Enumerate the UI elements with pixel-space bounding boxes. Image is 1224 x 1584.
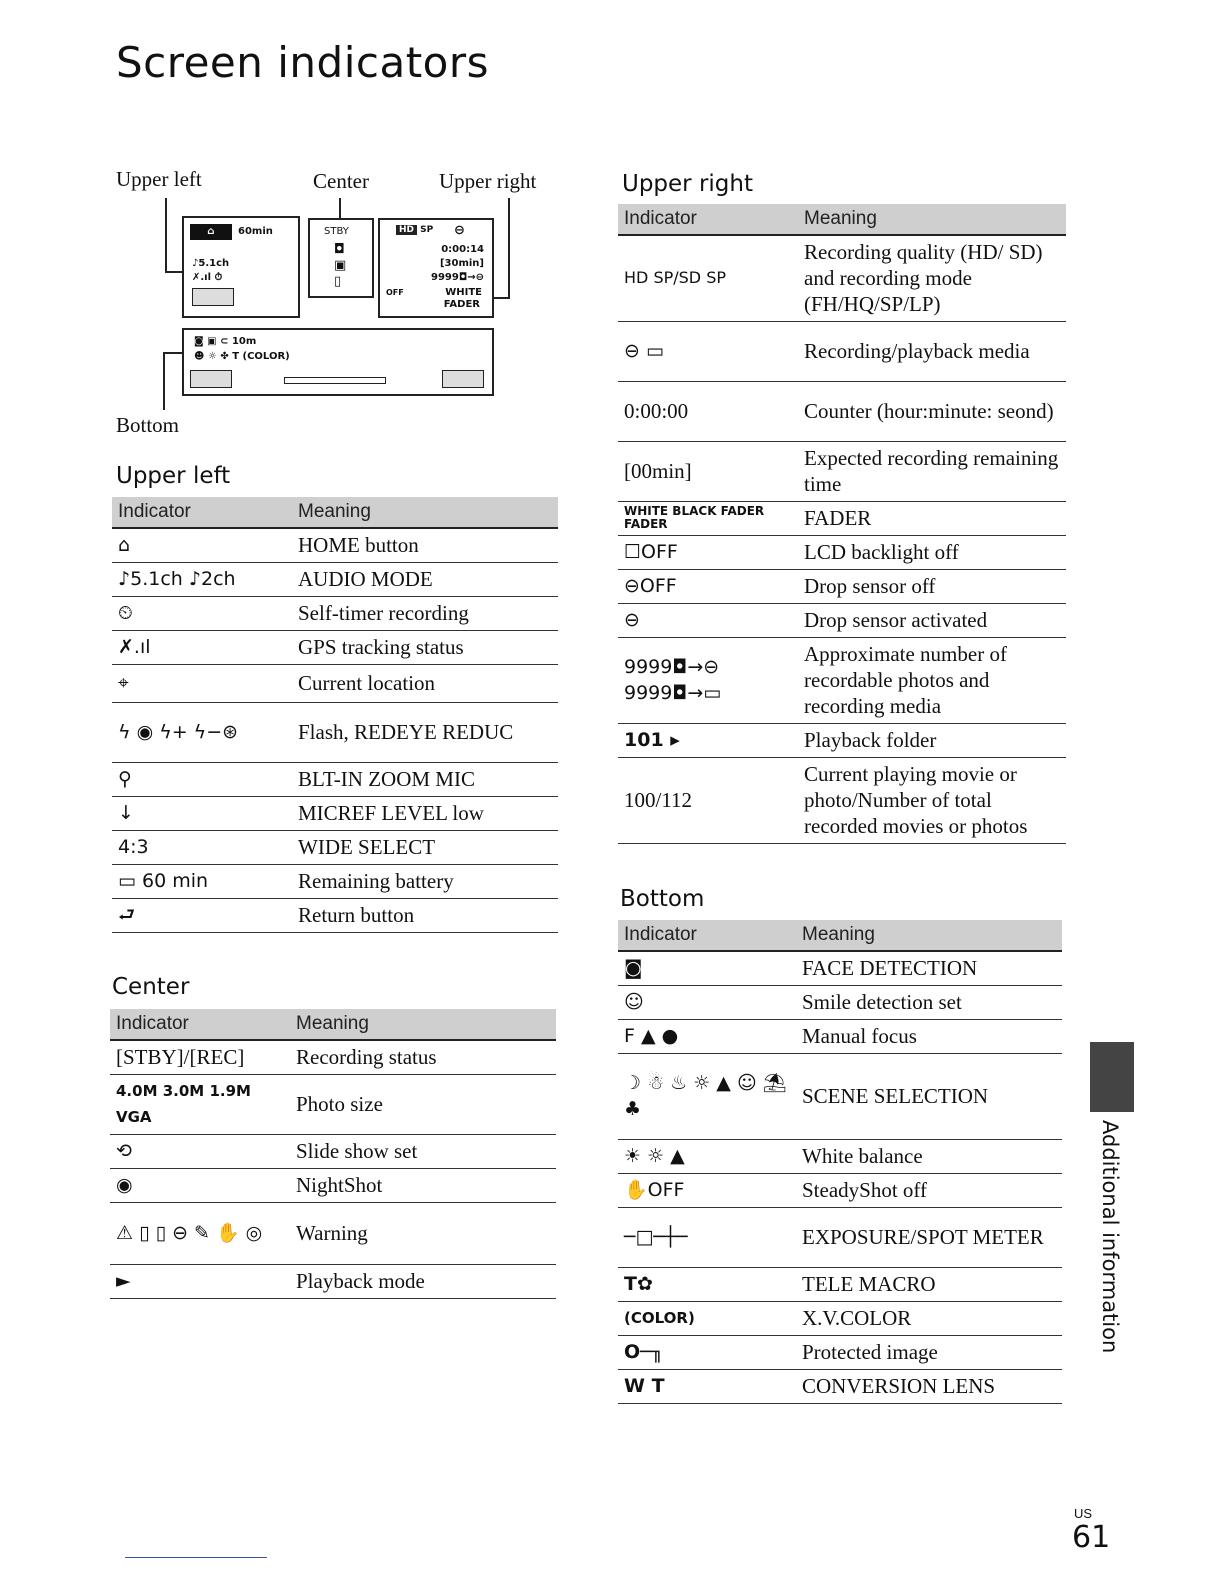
remaining-time-cell: [00min] [618,441,798,501]
table-row [618,985,1062,1019]
table-row [110,1168,556,1202]
meaning-cell: GPS tracking status [292,630,558,664]
table-row [112,562,558,596]
meaning-cell: Recording status [290,1040,556,1074]
upper-right-heading: Upper right [622,171,753,197]
meaning-cell: FACE DETECTION [796,951,1062,985]
table-row [112,830,558,864]
footer-rule [125,1557,267,1558]
label-upper-right: Upper right [439,169,537,193]
header-indicator: Indicator [110,1009,290,1040]
table-row [110,1074,556,1134]
meaning-cell: Remaining battery [292,864,558,898]
media-icon: ⊖ ▭ [618,321,798,381]
meaning-cell: Expected recording remaining time [798,441,1066,501]
header-meaning: Meaning [290,1009,556,1040]
meaning-cell: CONVERSION LENS [796,1369,1062,1403]
xv-color-icon: (COLOR) [618,1301,796,1335]
region-code: US [1074,1506,1093,1521]
section-tab-label: Additional information [1098,1120,1122,1354]
lcd-backlight-off-icon: ☐OFF [618,535,798,569]
meaning-cell: Current location [292,664,558,702]
table-row [110,1202,556,1264]
table-row [112,898,558,932]
upper-left-table [112,497,558,933]
table-row [112,762,558,796]
nightshot-icon: ▣ [334,258,347,273]
nightshot-icon: ◉ [110,1168,290,1202]
leader-line [492,297,510,299]
stby-indicator: STBY [324,226,349,237]
table-row [618,381,1066,441]
table-row [618,951,1062,985]
table-row [618,1019,1062,1053]
home-icon: ⌂ [190,224,232,240]
meaning-cell: SteadyShot off [796,1173,1062,1207]
fader-icon: WHITE BLACK FADER FADER [618,501,798,535]
table-row [618,757,1066,843]
diagram-center-box [308,218,374,298]
audio-mode-indicator: ♪5.1ch [192,258,230,269]
mic-level-icon: ↓ [112,796,292,830]
drop-sensor-indicator: OFF [386,288,404,297]
table-row [112,702,558,762]
meaning-cell: Approximate number of recordable photos and recording media [798,637,1066,723]
fader-indicator-line2: FADER [443,299,480,310]
table-row [618,1139,1062,1173]
battery-icon: ▭ 60 min [112,864,292,898]
meaning-cell: Drop sensor activated [798,603,1066,637]
upper-left-heading: Upper left [116,463,231,489]
table-row [618,1053,1062,1139]
meaning-cell: Self-timer recording [292,596,558,630]
meaning-cell: Photo size [290,1074,556,1134]
warning-icon: ▯ [334,274,342,289]
table-row [618,603,1066,637]
meaning-cell: Recording quality (HD/ SD) and recording mode (FH/HQ/SP/LP) [798,235,1066,321]
conversion-lens-icon: W T [618,1369,796,1403]
table-row [618,569,1066,603]
slide-show-icon: ⟲ [110,1134,290,1168]
table-row [618,535,1066,569]
counter-indicator: 0:00:14 [441,244,484,255]
quality-indicator: HD SP [396,225,433,235]
meaning-cell: Flash, REDEYE REDUC [292,702,558,762]
meaning-cell: Slide show set [290,1134,556,1168]
home-icon: ⌂ [112,528,292,562]
indicator-cell: [STBY]/[REC] [110,1040,290,1074]
meaning-cell: Protected image [796,1335,1062,1369]
zoom-mic-icon: ⚲ [112,762,292,796]
table-header-row [110,1009,556,1040]
manual-focus-icon: F ▲ ● [618,1019,796,1053]
battery-indicator: 60min [238,226,273,237]
photo-count-indicator: 9999◘→⊖ [431,272,484,283]
steadyshot-off-icon: ✋OFF [618,1173,796,1207]
table-row [618,723,1066,757]
location-icon: ⌖ [112,664,292,702]
table-row [618,1173,1062,1207]
meaning-cell: White balance [796,1139,1062,1173]
photo-size-icon: ◘ [334,242,345,257]
leader-line [339,198,341,218]
label-bottom: Bottom [116,413,180,437]
meaning-cell: BLT-IN ZOOM MIC [292,762,558,796]
table-row [618,1369,1062,1403]
meaning-cell: FADER [798,501,1066,535]
gps-indicator: ✗.ıl ⏱ [192,272,223,283]
media-icon: ⊖ [454,223,465,238]
scene-selection-icon: ☽ ☃ ♨ ☼ ▲ ☺ ⛱ ♣ [618,1053,796,1139]
meaning-cell: Manual focus [796,1019,1062,1053]
meaning-cell: Smile detection set [796,985,1062,1019]
protect-key-icon: O─╖ [618,1335,796,1369]
diagram-bottom-box [182,328,494,396]
meaning-cell: LCD backlight off [798,535,1066,569]
smile-detection-icon: ☺ [618,985,796,1019]
table-row [618,501,1066,535]
table-header-row [112,497,558,528]
section-tab-marker [1090,1042,1134,1112]
playing-number-cell: 100/112 [618,757,798,843]
leader-line [165,271,183,273]
bottom-row-1: ◙ ▣ ⊂ 10m [194,336,257,347]
diagram-upper-right-box [378,218,494,318]
table-row [618,1207,1062,1267]
fader-indicator-line1: WHITE [445,287,482,298]
header-meaning: Meaning [798,204,1066,235]
table-row [618,1267,1062,1301]
page-number: 61 [1072,1520,1111,1555]
remaining-indicator: [30min] [439,258,484,269]
center-table [110,1009,556,1299]
wide-select-icon: 4:3 [112,830,292,864]
table-row [112,630,558,664]
label-upper-left: Upper left [116,167,202,191]
table-row [618,441,1066,501]
meaning-cell: AUDIO MODE [292,562,558,596]
meaning-cell: Drop sensor off [798,569,1066,603]
return-icon: ⮐ [112,898,292,932]
bottom-table [618,920,1062,1404]
header-indicator: Indicator [618,204,798,235]
meaning-cell: Playback mode [290,1264,556,1298]
header-indicator: Indicator [112,497,292,528]
table-header-row [618,920,1062,951]
header-meaning: Meaning [796,920,1062,951]
exposure-meter-icon: ─□─┼─ [618,1207,796,1267]
table-row [112,596,558,630]
label-center: Center [313,169,369,193]
leader-line [165,198,167,272]
table-row [618,235,1066,321]
counter-cell: 0:00:00 [618,381,798,441]
meaning-cell: EXPOSURE/SPOT METER [796,1207,1062,1267]
meaning-cell: X.V.COLOR [796,1301,1062,1335]
diagram-upper-left-box [182,216,300,318]
white-balance-icon: ☀ ☼ ▲ [618,1139,796,1173]
table-row [110,1134,556,1168]
meaning-cell: HOME button [292,528,558,562]
meaning-cell: Return button [292,898,558,932]
header-meaning: Meaning [292,497,558,528]
gps-icon: ✗.ıl [112,630,292,664]
table-row [618,321,1066,381]
flash-icon: ϟ ◉ ϟ+ ϟ−⊛ [112,702,292,762]
tele-macro-icon: T✿ [618,1267,796,1301]
table-row [112,664,558,702]
table-row [618,1301,1062,1335]
return-button-icon [190,370,232,388]
playback-folder-icon: 101 ▸ [618,723,798,757]
upper-right-table [618,204,1066,844]
photo-count-icon: 9999◘→⊖ 9999◘→▭ [618,637,798,723]
playback-mode-icon: ► [110,1264,290,1298]
quality-icon: HD SP/SD SP [618,235,798,321]
header-indicator: Indicator [618,920,796,951]
leader-line [163,352,183,354]
photo-size-icon: 4.0M 3.0M 1.9M VGA [110,1074,290,1134]
table-row [112,796,558,830]
location-icon [192,288,234,306]
table-row [112,864,558,898]
meaning-cell: NightShot [290,1168,556,1202]
table-row [110,1264,556,1298]
meaning-cell: Counter (hour:minute: seond) [798,381,1066,441]
table-row [618,1335,1062,1369]
table-row [112,528,558,562]
meaning-cell: TELE MACRO [796,1267,1062,1301]
meaning-cell: SCENE SELECTION [796,1053,1062,1139]
leader-line [508,198,510,298]
drop-sensor-icon: ⊖ [618,603,798,637]
exposure-meter-icon [284,377,386,384]
table-row [110,1040,556,1074]
center-heading: Center [112,974,190,1000]
drop-sensor-off-icon: ⊖OFF [618,569,798,603]
meaning-cell: Playback folder [798,723,1066,757]
face-detection-icon: ◙ [618,951,796,985]
audio-mode-icon: ♪5.1ch ♪2ch [112,562,292,596]
meaning-cell: Recording/playback media [798,321,1066,381]
self-timer-icon: ⏲ [112,596,292,630]
warning-icon: ⚠ ▯ ▯ ⊖ ✎ ✋ ◎ [110,1202,290,1264]
leader-line [163,352,165,410]
option-button-icon [442,370,484,388]
table-header-row [618,204,1066,235]
meaning-cell: MICREF LEVEL low [292,796,558,830]
table-row [618,637,1066,723]
bottom-heading: Bottom [620,886,705,912]
meaning-cell: WIDE SELECT [292,830,558,864]
bottom-row-2: ☻ ☼ ✤ T (COLOR) [194,351,290,362]
meaning-cell: Warning [290,1202,556,1264]
page-title: Screen indicators [116,38,490,87]
meaning-cell: Current playing movie or photo/Number of total recorded movies or photos [798,757,1066,843]
